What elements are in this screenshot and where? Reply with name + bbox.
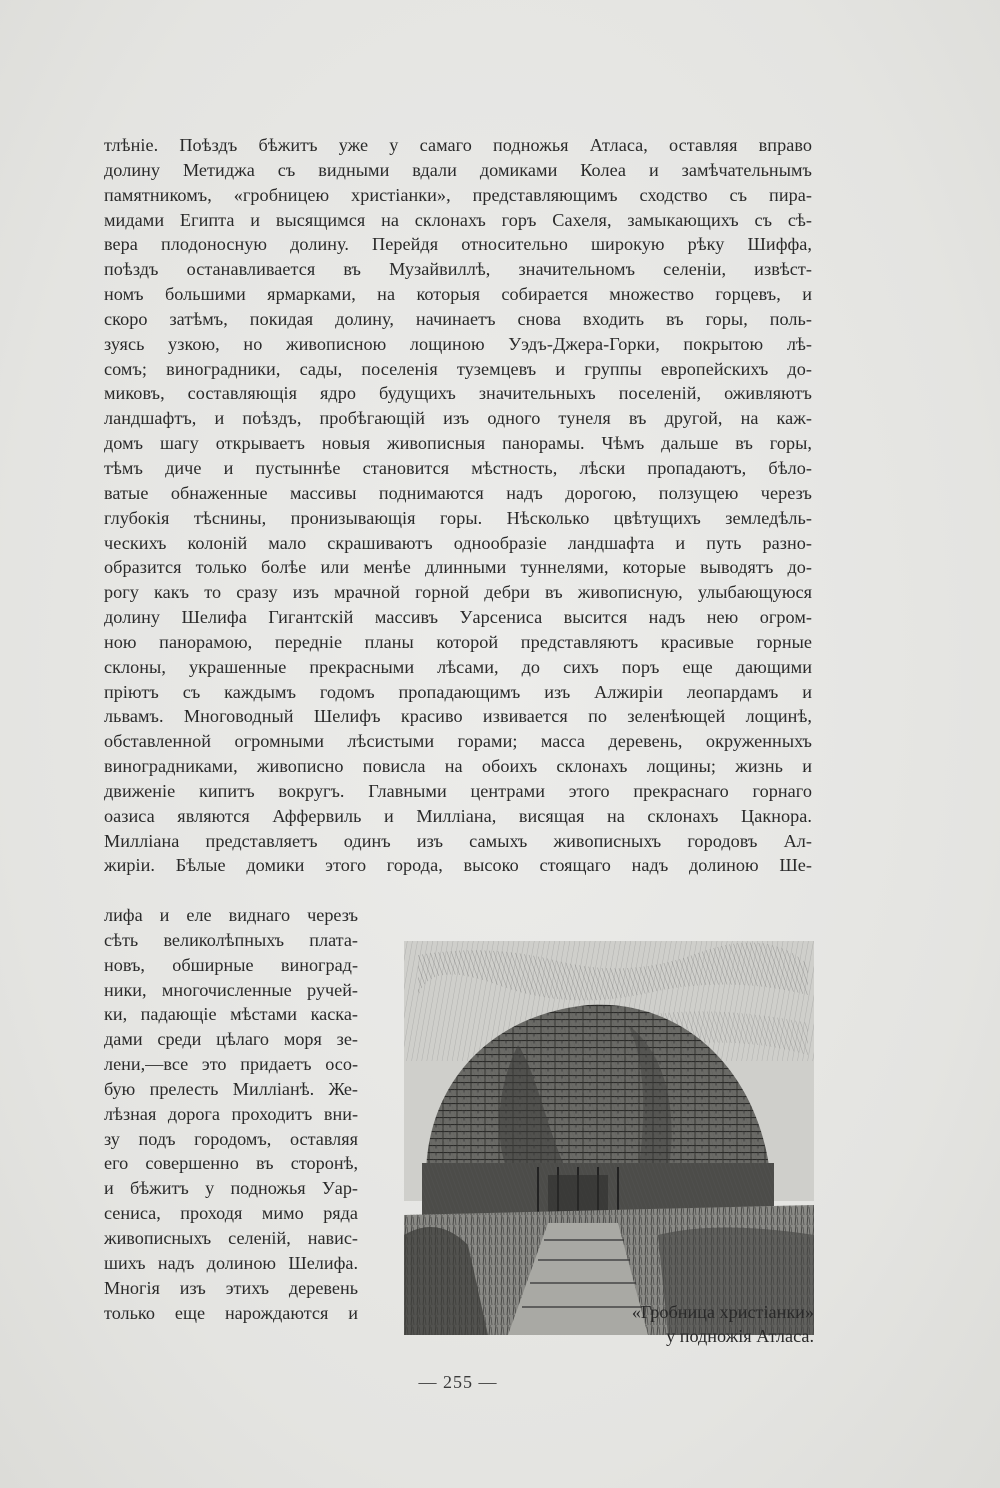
text-line: номъ большими ярмарками, на которыя собирается множество горцевъ, и xyxy=(104,284,812,305)
text-line: новъ, обширные виноград- xyxy=(104,954,358,975)
text-line: вера плодоносную долину. Перейдя относительно широкую рѣку Шиффа, xyxy=(104,234,812,255)
text-line: ники, многочисленные ручей- xyxy=(104,979,358,1000)
text-line: пріютъ съ каждымъ годомъ пропадающимъ изъ Алжиріи леопардамъ и xyxy=(104,681,812,702)
text-line: Милліана представляетъ одинъ изъ самыхъ живописныхъ городовъ Ал- xyxy=(104,830,812,851)
text-line: движеніе кипитъ вокругъ. Главными центрами этого прекраснаго горнаго xyxy=(104,780,812,801)
text-line: ватые обнаженные массивы поднимаются надъ дорогою, ползущею черезъ xyxy=(104,482,812,503)
text-line: бую прелесть Милліанѣ. Же- xyxy=(104,1078,358,1099)
page-number: — 255 — xyxy=(418,1372,498,1392)
text-line: образится только болѣе или менѣе длинными туннелями, которые выводятъ до- xyxy=(104,557,812,578)
text-line: зуясь узкою, но живописною лощиною Уэдъ-Джера-Горки, покрытою лѣ- xyxy=(104,333,812,354)
text-line: сомъ; виноградники, сады, поселенія туземцевъ и группы европейскихъ до- xyxy=(104,358,812,379)
text-line: его совершенно въ сторонѣ, xyxy=(104,1153,358,1174)
text-line: ландшафтъ, и поѣздъ, пробѣгающій изъ одного тунеля въ другой, на каж- xyxy=(104,408,812,429)
engraving-image xyxy=(398,935,816,1335)
text-line: глубокія тѣснины, пронизывающія горы. Нѣсколько цвѣтущихъ земледѣль- xyxy=(104,507,812,528)
text-line: оазиса являются Аффервиль и Милліана, висящая на склонахъ Цакнора. xyxy=(104,805,812,826)
text-line: мидами Египта и высящимся на склонахъ горъ Сахеля, замыкающихъ съ сѣ- xyxy=(104,209,812,230)
text-line: тлѣніе. Поѣздъ бѣжитъ уже у самаго подножья Атласа, оставляя вправо xyxy=(104,135,812,155)
text-line: домъ шагу открываетъ новыя живописныя панорамы. Чѣмъ дальше въ горы, xyxy=(104,433,812,454)
text-line: поѣздъ останавливается въ Музайвиллѣ, значительномъ селеніи, извѣст- xyxy=(104,259,812,280)
text-line: шихъ надъ долиною Шелифа. xyxy=(104,1252,358,1273)
text-line: склоны, украшенные прекрасными лѣсами, до сихъ поръ еще дающими xyxy=(104,656,812,677)
text-line: только еще нарождаются и xyxy=(104,1302,358,1323)
text-line: рогу какъ то сразу изъ мрачной горной дебри въ живописную, улыбающуюся xyxy=(104,582,812,603)
text-line: сѣть великолѣпныхъ плата- xyxy=(104,929,358,950)
text-line: лени,—все это придаетъ осо- xyxy=(104,1054,358,1075)
text-line: лѣзная дорога проходитъ вни- xyxy=(104,1103,358,1124)
text-line: жиріи. Бѣлые домики этого города, высоко стоящаго надъ долиною Ше- xyxy=(104,855,812,876)
text-line: зу подъ городомъ, оставляя xyxy=(104,1128,358,1149)
text-line: памятникомъ, «гробницею христіанки», представляющимъ сходство съ пира- xyxy=(104,184,812,205)
side-text-block xyxy=(104,903,358,1325)
text-line: обставленной огромными лѣсистыми горами; масса деревень, окруженныхъ xyxy=(104,731,812,752)
text-line: долину Метиджа съ видными вдали домиками Колеа и замѣчательнымъ xyxy=(104,159,812,180)
text-line: миковъ, составляющія ядро будущихъ значительныхъ поселеній, оживляютъ xyxy=(104,383,812,404)
text-line: сениса, проходя мимо ряда xyxy=(104,1203,358,1224)
text-line: лифа и еле виднаго черезъ xyxy=(104,905,358,925)
figure-caption xyxy=(592,1300,814,1348)
text-line: скоро затѣмъ, покидая долину, начинаетъ снова входить въ горы, поль- xyxy=(104,308,812,329)
text-line: львамъ. Многоводный Шелифъ красиво извивается по зеленѣющей лощинѣ, xyxy=(104,706,812,727)
text-line: ки, падающіе мѣстами каска- xyxy=(104,1004,358,1025)
text-line: Многія изъ этихъ деревень xyxy=(104,1277,358,1298)
caption-line-2: у подножія Атласа. xyxy=(666,1326,814,1346)
tomb-illustration xyxy=(398,935,816,1335)
text-line: живописныхъ селеній, навис- xyxy=(104,1227,358,1248)
text-line: тѣмъ диче и пустыннѣе становится мѣстность, лѣски пропадаютъ, бѣло- xyxy=(104,457,812,478)
caption-line-1: «Гробница христіанки» xyxy=(631,1302,814,1322)
text-line: виноградниками, живописно повисла на обоихъ склонахъ лощины; жизнь и xyxy=(104,756,812,777)
main-text-block xyxy=(104,133,812,878)
text-line: ческихъ колоній мало скрашиваютъ однообразіе ландшафта и путь разно- xyxy=(104,532,812,553)
text-line: и бѣжитъ у подножья Уар- xyxy=(104,1178,358,1199)
text-line: дами среди цѣлаго моря зе- xyxy=(104,1029,358,1050)
text-line: ною панорамою, передніе планы которой представляютъ красивые горные xyxy=(104,631,812,652)
text-line: долину Шелифа Гигантскій массивъ Уарсениса высится надъ нею огром- xyxy=(104,607,812,628)
